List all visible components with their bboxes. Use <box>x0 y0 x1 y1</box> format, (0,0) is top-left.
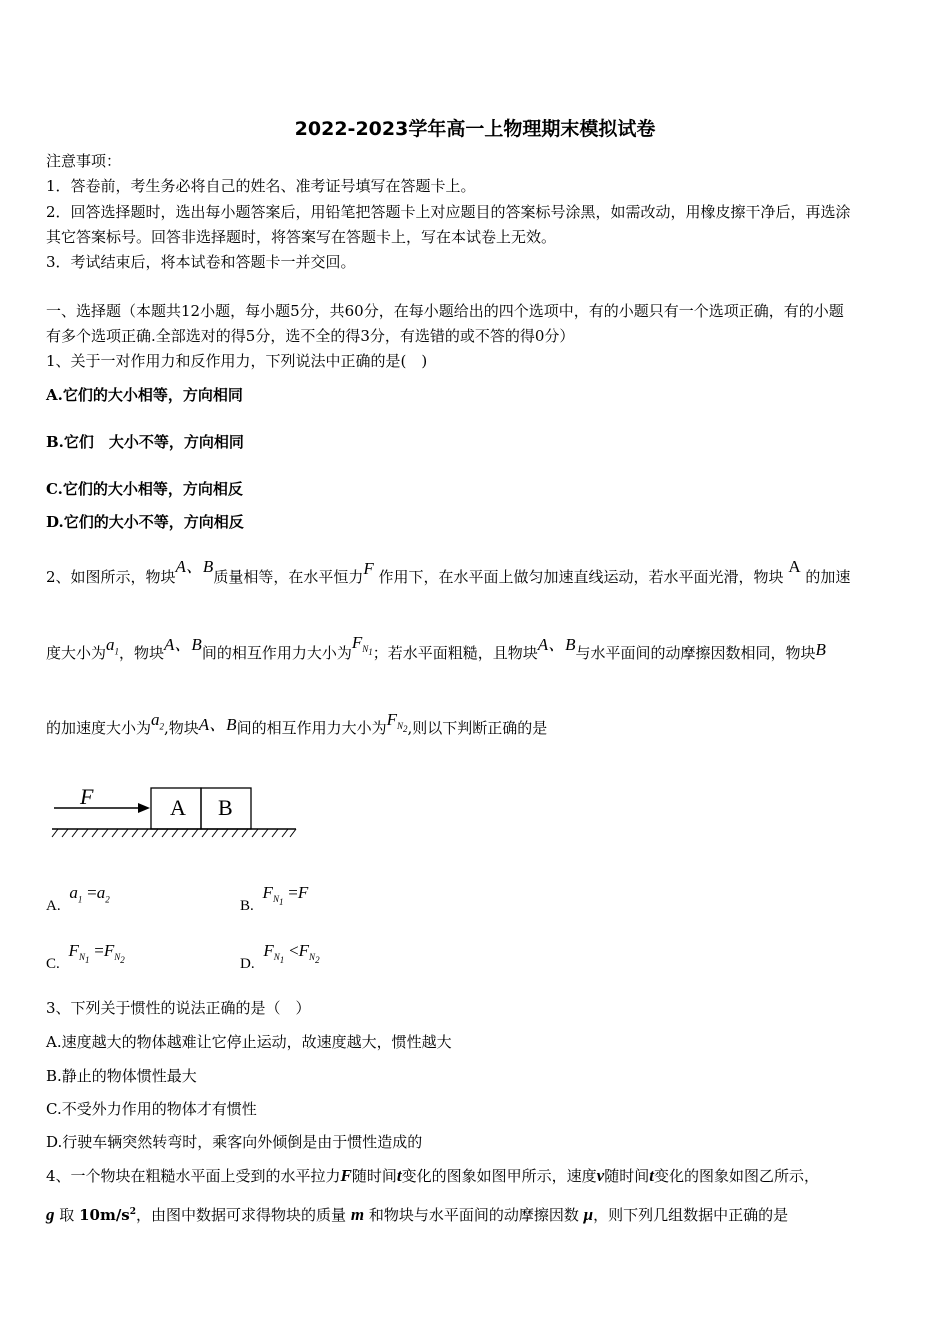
q1-option-a: A.它们的大小相等，方向相同 <box>46 386 243 404</box>
q4-line-1: 4、一个物块在粗糙水平面上受到的水平拉力F随时间t变化的图象如图甲所示，速度v随时间t变化的图象如图乙所示， <box>46 1166 819 1185</box>
block-b-label: B <box>218 795 233 820</box>
q3-option-a: A.速度越大的物体越难让它停止运动，故速度越大，惯性越大 <box>46 1033 452 1051</box>
section-intro-1: 一、选择题（本题共12小题，每小题5分，共60分，在每小题给出的四个选项中，有的小题只有一个选项正确，有的小题 <box>46 302 844 320</box>
q2-option-a: A. $a_1 =a_2$ <box>46 883 110 914</box>
q2-line-2: 度大小为$a_1$，物块A、B间的相互作用力大小为$F_{N_1}$；若水平面粗糙，且物块A、B与水平面间的动摩擦因数相同，物块B <box>46 633 826 662</box>
q2-line-1: 2、如图所示，物块A、B质量相等，在水平恒力F 作用下，在水平面上做匀加速直线运动，若水平面光滑，物块 A 的加速 <box>46 557 851 586</box>
notice-item-2a: 2．回答选择题时，选出每小题答案后，用铅笔把答题卡上对应题目的答案标号涂黑，如需改动，用橡皮擦干净后，再选涂 <box>46 203 851 221</box>
q3-stem: 3、下列关于惯性的说法正确的是（ ） <box>46 999 311 1017</box>
q1-option-d: D.它们的大小不等，方向相反 <box>46 513 244 531</box>
q2-figure <box>46 780 306 844</box>
block-a-label: A <box>170 795 186 820</box>
q2-option-b: B. $F_{N_1} =F$ <box>240 883 309 914</box>
section-intro-2: 有多个选项正确.全部选对的得5分，选不全的得3分，有选错的或不答的得0分） <box>46 327 575 345</box>
force-arrow-head <box>138 803 150 813</box>
notice-item-3: 3．考试结束后，将本试卷和答题卡一并交回。 <box>46 253 356 271</box>
q2-option-d: D. $F_{N_1} <F_{N_2}$ <box>240 941 320 972</box>
notice-item-2b: 其它答案标号。回答非选择题时，将答案写在答题卡上，写在本试卷上无效。 <box>46 228 557 246</box>
q3-option-c: C.不受外力作用的物体才有惯性 <box>46 1100 257 1118</box>
q2-option-c: C. $F_{N_1} =F_{N_2}$ <box>46 941 125 972</box>
ground-hatching <box>52 829 296 837</box>
q1-stem: 1、关于一对作用力和反作用力，下列说法中正确的是( ) <box>46 352 428 370</box>
q1-option-c: C.它们的大小相等，方向相反 <box>46 480 243 498</box>
notice-heading: 注意事项： <box>46 152 122 170</box>
q3-option-d: D.行驶车辆突然转弯时，乘客向外倾倒是由于惯性造成的 <box>46 1133 423 1151</box>
page-title: 2022-2023学年高一上物理期末模拟试卷 <box>294 118 656 140</box>
notice-item-1: 1．答卷前，考生务必将自己的姓名、准考证号填写在答题卡上。 <box>46 177 476 195</box>
q4-line-2: g 取 $10m/s^2$，由图中数据可求得物块的质量 m 和物块与水平面间的动摩擦因数 μ，则下列几组数据中正确的是 <box>46 1205 789 1224</box>
force-label: F <box>80 784 94 809</box>
q2-line-3: 的加速度大小为$a_2$,物块A、B间的相互作用力大小为$F_{N_2}$,则以下判断正确的是 <box>46 710 548 737</box>
q3-option-b: B.静止的物体惯性最大 <box>46 1067 197 1085</box>
q1-option-b: B.它们 大小不等，方向相同 <box>46 433 244 451</box>
